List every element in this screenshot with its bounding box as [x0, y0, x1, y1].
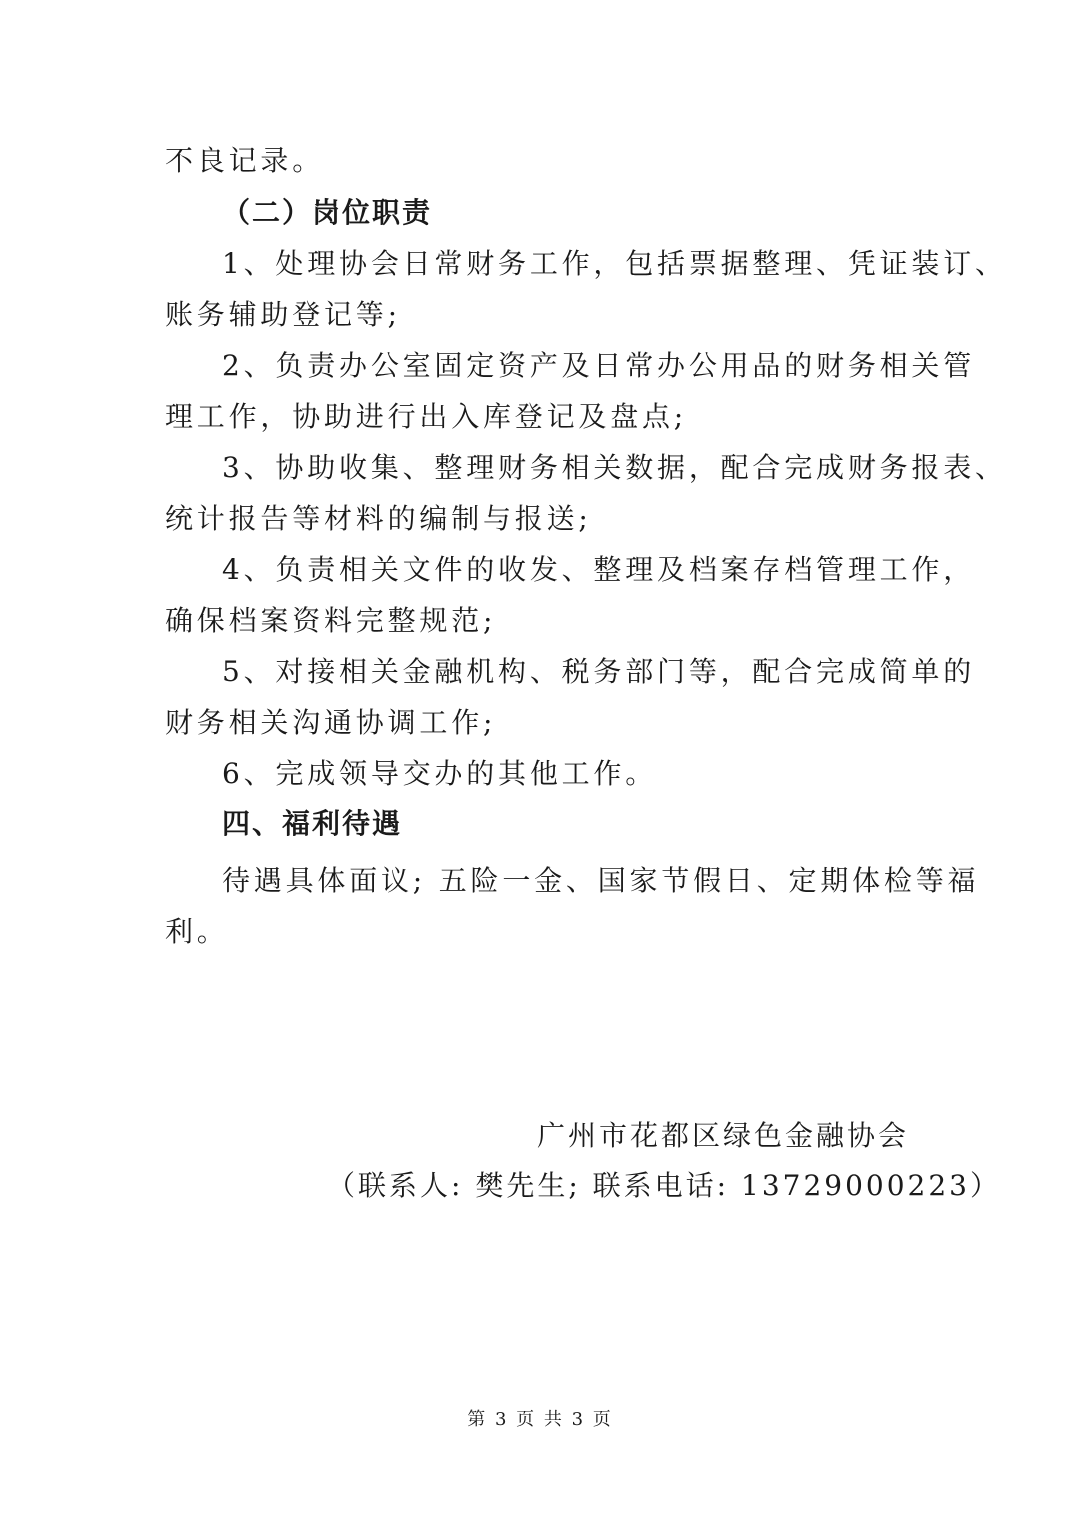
page-footer: 第 3 页 共 3 页 [467, 1409, 613, 1430]
duty-item-3-cont: 统计报告等材料的编制与报送; [165, 502, 592, 535]
section-heading-benefits: 四、福利待遇 [222, 807, 403, 840]
section-heading-duties: （二）岗位职责 [222, 196, 433, 229]
paragraph-line: 不良记录。 [165, 144, 325, 177]
duty-item-4: 4、负责相关文件的收发、整理及档案存档管理工作， [222, 553, 976, 586]
benefits-paragraph-cont: 利。 [165, 915, 229, 948]
signature-contact: （联系人: 樊先生; 联系电话: 13729000223） [327, 1169, 1001, 1202]
duty-item-1: 1、处理协会日常财务工作，包括票据整理、凭证装订、 [222, 247, 1007, 280]
duty-item-4-cont: 确保档案资料完整规范; [165, 604, 497, 637]
duty-item-1-cont: 账务辅助登记等; [165, 298, 401, 331]
signature-organization: 广州市花都区绿色金融协会 [537, 1119, 910, 1152]
duty-item-2-cont: 理工作，协助进行出入库登记及盘点; [165, 400, 688, 433]
duty-item-2: 2、负责办公室固定资产及日常办公用品的财务相关管 [222, 349, 976, 382]
duty-item-5-cont: 财务相关沟通协调工作; [165, 706, 497, 739]
duty-item-3: 3、协助收集、整理财务相关数据，配合完成财务报表、 [222, 451, 1007, 484]
duty-item-6: 6、完成领导交办的其他工作。 [222, 757, 658, 790]
duty-item-5: 5、对接相关金融机构、税务部门等，配合完成简单的 [222, 655, 976, 688]
benefits-paragraph: 待遇具体面议; 五险一金、国家节假日、定期体检等福 [222, 864, 980, 897]
